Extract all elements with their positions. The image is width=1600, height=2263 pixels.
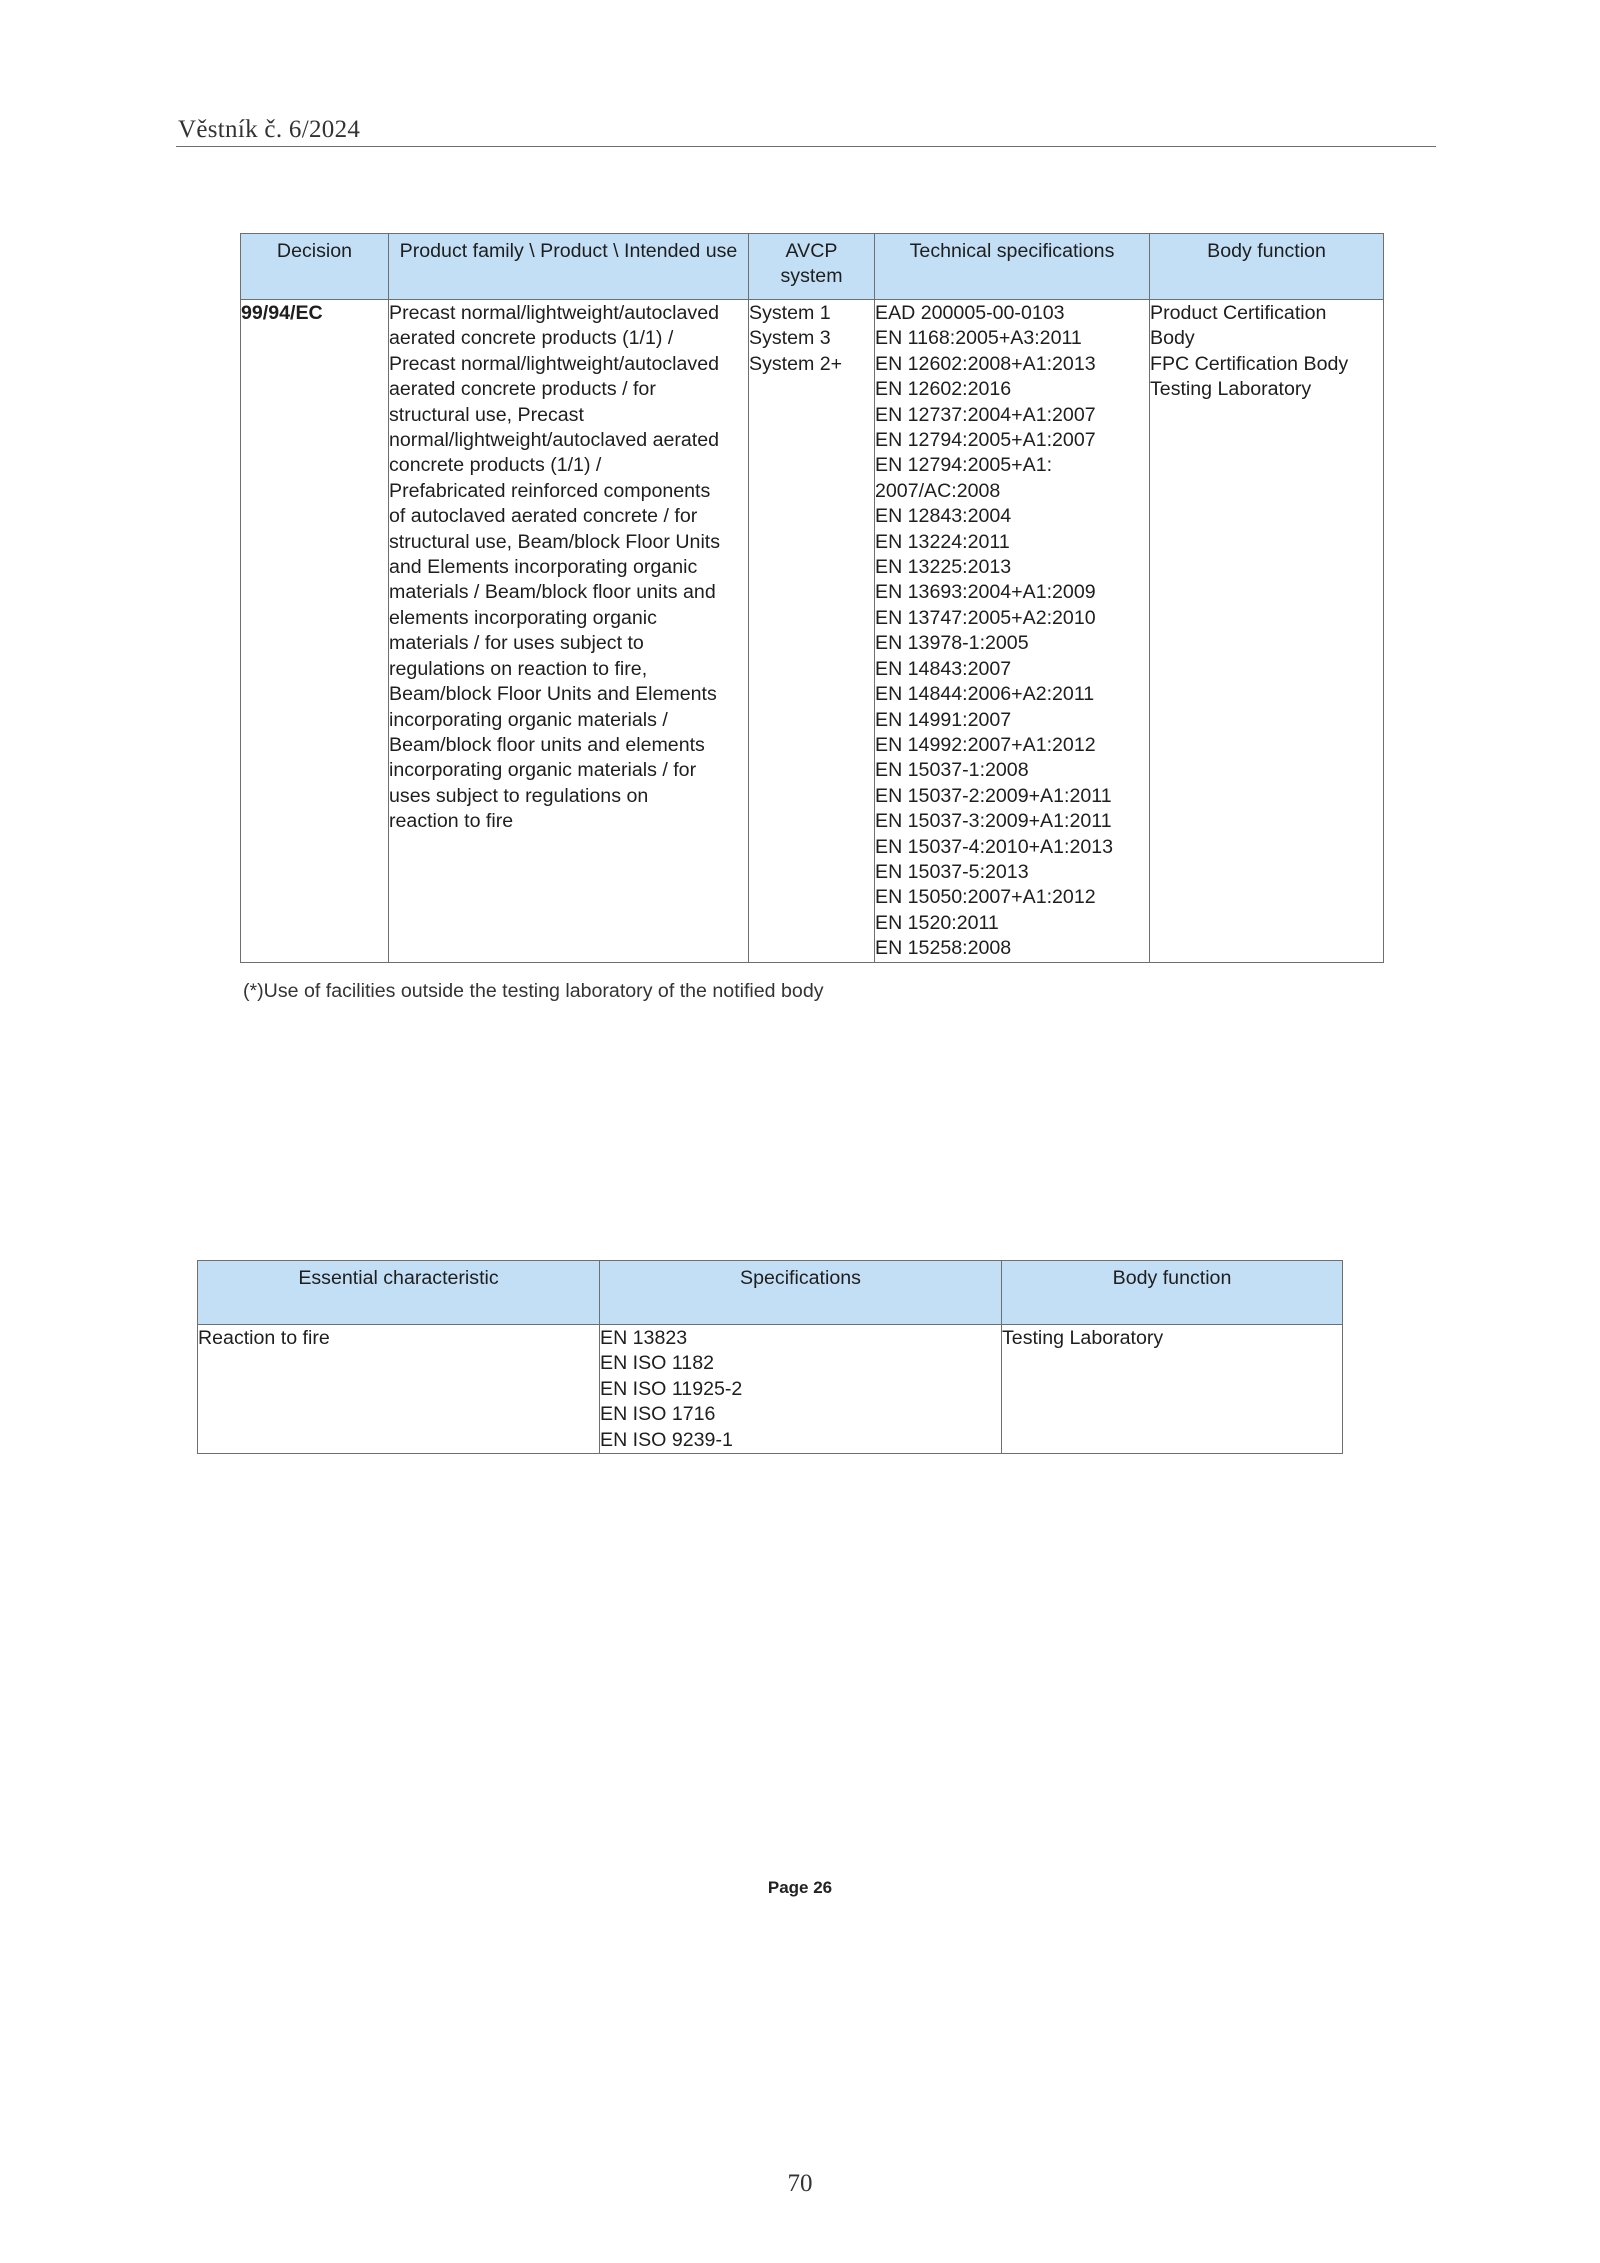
- specification-item: EN 12794:2005+A1:2007: [875, 429, 1096, 452]
- table-row: [241, 300, 1384, 963]
- avcp-system-cell: [749, 300, 875, 963]
- table-header-row: [241, 234, 1384, 300]
- specification-item: EN 12843:2004: [875, 505, 1012, 528]
- table-footnote: (*)Use of facilities outside the testing laboratory of the notified body: [243, 980, 824, 1002]
- specification-item: EN 14844:2006+A2:2011: [875, 683, 1095, 706]
- product-line: reaction to fire: [389, 810, 514, 833]
- column-header-technical-specifications: Technical specifications: [875, 234, 1150, 300]
- specification-item: EN 14992:2007+A1:2012: [875, 733, 1096, 756]
- specification-item: EN 13225:2013: [875, 556, 1012, 579]
- specification-item: EN 12794:2005+A1:: [875, 454, 1053, 477]
- decision-table: [240, 233, 1384, 963]
- specification-item: EN 15037-3:2009+A1:2011: [875, 810, 1112, 833]
- product-line: Precast normal/lightweight/autoclaved: [389, 302, 720, 324]
- column-header-body-function: Body function: [1002, 1261, 1343, 1325]
- technical-specifications-cell: [875, 300, 1150, 963]
- specification-item: EN 15037-4:2010+A1:2013: [875, 835, 1114, 858]
- product-line: incorporating organic materials / for: [389, 759, 697, 782]
- specification-item: EN 1520:2011: [875, 911, 999, 934]
- specification-item: EN 12602:2016: [875, 378, 1012, 401]
- body-function-line: FPC Certification Body: [1150, 352, 1349, 375]
- essential-characteristics-table: [197, 1260, 1343, 1454]
- specification-item: EN ISO 1716: [600, 1403, 716, 1426]
- product-line: Beam/block Floor Units and Elements: [389, 683, 717, 706]
- specification-item: EN 1168:2005+A3:2011: [875, 327, 1082, 350]
- inner-page-label: Page 26: [767, 1878, 833, 1897]
- product-line: elements incorporating organic: [389, 606, 657, 629]
- body-function-cell: Testing Laboratory: [1002, 1325, 1343, 1454]
- body-function-line: Testing Laboratory: [1150, 378, 1312, 401]
- page-number: 70: [787, 2170, 813, 2197]
- specification-item: EN 13747:2005+A2:2010: [875, 606, 1096, 629]
- column-header-avcp-system: AVCP system: [749, 234, 875, 300]
- product-line: materials / for uses subject to: [389, 632, 644, 655]
- page-header-title: Věstník č. 6/2024: [178, 116, 361, 143]
- product-line: aerated concrete products (1/1) /: [389, 327, 674, 350]
- specification-item: EN ISO 11925-2: [600, 1377, 743, 1400]
- product-line: aerated concrete products / for: [389, 378, 656, 401]
- specification-item: EN ISO 9239-1: [600, 1428, 733, 1451]
- product-line: Beam/block floor units and elements: [389, 733, 705, 756]
- product-line: Precast normal/lightweight/autoclaved: [389, 352, 720, 375]
- product-line: uses subject to regulations on: [389, 784, 649, 807]
- decision-cell: 99/94/EC: [241, 300, 389, 963]
- product-line: concrete products (1/1) /: [389, 454, 602, 477]
- product-line: incorporating organic materials /: [389, 708, 668, 731]
- avcp-system-value: System 2+: [749, 352, 843, 375]
- specification-item: EN 15037-5:2013: [875, 860, 1029, 883]
- specifications-cell: [600, 1325, 1002, 1454]
- product-line: normal/lightweight/autoclaved aerated: [389, 429, 720, 452]
- product-line: structural use, Precast: [389, 403, 584, 426]
- specification-item: EN 13978-1:2005: [875, 632, 1029, 655]
- specification-item: EN 13693:2004+A1:2009: [875, 581, 1096, 604]
- specification-item: EN 15050:2007+A1:2012: [875, 886, 1096, 909]
- specification-item: EN 15258:2008: [875, 937, 1012, 960]
- column-header-essential-characteristic: Essential characteristic: [198, 1261, 600, 1325]
- product-line: structural use, Beam/block Floor Units: [389, 530, 721, 553]
- specification-item: EN 15037-2:2009+A1:2011: [875, 784, 1112, 807]
- product-line: of autoclaved aerated concrete / for: [389, 505, 698, 528]
- column-header-product-family: Product family \ Product \ Intended use: [389, 234, 749, 300]
- product-line: materials / Beam/block floor units and: [389, 581, 716, 604]
- specification-item: EN 15037-1:2008: [875, 759, 1029, 782]
- specification-item: EAD 200005-00-0103: [875, 302, 1065, 324]
- column-header-specifications: Specifications: [600, 1261, 1002, 1325]
- product-family-cell: [389, 300, 749, 963]
- product-line: Prefabricated reinforced components: [389, 479, 711, 502]
- avcp-system-value: System 1: [749, 302, 831, 324]
- header-divider: [176, 146, 1436, 147]
- body-function-cell: [1150, 300, 1384, 963]
- table-header-row: [198, 1261, 1343, 1325]
- specification-item: EN 12602:2008+A1:2013: [875, 352, 1096, 375]
- column-header-decision: Decision: [241, 234, 389, 300]
- specification-item: EN 14843:2007: [875, 657, 1012, 680]
- column-header-body-function: Body function: [1150, 234, 1384, 300]
- body-function-line: Product Certification: [1150, 302, 1327, 324]
- specification-item: EN 13823: [600, 1327, 688, 1349]
- specification-item: EN 14991:2007: [875, 708, 1012, 731]
- specification-item: EN 13224:2011: [875, 530, 1010, 553]
- specification-item: EN 12737:2004+A1:2007: [875, 403, 1096, 426]
- essential-characteristic-cell: Reaction to fire: [198, 1325, 600, 1454]
- table-row: [198, 1325, 1343, 1454]
- product-line: regulations on reaction to fire,: [389, 657, 648, 680]
- body-function-line: Body: [1150, 327, 1195, 350]
- avcp-system-value: System 3: [749, 327, 831, 350]
- specification-item: 2007/AC:2008: [875, 479, 1001, 502]
- product-line: and Elements incorporating organic: [389, 556, 698, 579]
- specification-item: EN ISO 1182: [600, 1352, 714, 1375]
